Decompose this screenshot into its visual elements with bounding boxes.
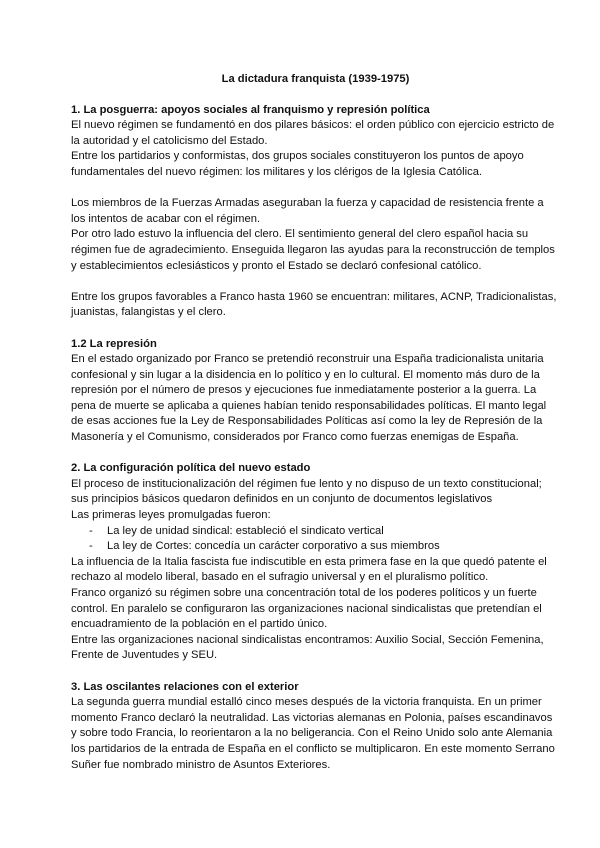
paragraph: Entre los grupos favorables a Franco hasta 1960 se encuentran: militares, ACNP, Tradicionalistas, juanistas, falangistas y el clero. bbox=[71, 290, 557, 319]
paragraph: Las primeras leyes promulgadas fueron: bbox=[71, 509, 271, 522]
section-heading: 1. La posguerra: apoyos sociales al franquismo y represión política bbox=[71, 103, 430, 116]
section-heading: 3. Las oscilantes relaciones con el exterior bbox=[71, 680, 299, 693]
paragraph: Los miembros de la Fuerzas Armadas aseguraban la fuerza y capacidad de resistencia frente a los intentos de acabar con el régimen. bbox=[71, 197, 544, 225]
blank-line bbox=[71, 664, 560, 680]
laws-list bbox=[71, 524, 560, 555]
blank-line bbox=[71, 321, 560, 337]
paragraph: Franco organizó su régimen sobre una concentración total de los poderes políticos y un fuerte control. En paralelo se configuraron las organizaciones nacional sindicalistas que pretendían el encuadramiento de la población en el partido único. bbox=[71, 587, 542, 631]
paragraph: El nuevo régimen se fundamentó en dos pilares básicos: el orden público con ejercicio estricto de la autoridad y el catolicismo del Estado. bbox=[71, 119, 555, 147]
blank-line bbox=[71, 446, 560, 462]
paragraph: En el estado organizado por Franco se pretendió reconstruir una España tradicionalista unitaria confesional y sin lugar a la disidencia en lo político y en lo cultural. El momento más duro de la represión por el número de presos y ejecuciones fue inmediatamente posterior a la guerra. La pena de muerte se aplicaba a quienes habían tenido responsabilidades políticas. El manto legal de esas acciones fue la Ley de Responsabilidades Políticas así como la ley de Represión de la Masonería y el Comunismo, considerados por Franco como fuerzas enemigas de España. bbox=[71, 353, 547, 444]
paragraph: Entre las organizaciones nacional sindicalistas encontramos: Auxilio Social, Sección Femenina, Frente de Juventudes y SEU. bbox=[71, 633, 544, 662]
section-represion bbox=[71, 337, 560, 462]
paragraph: El proceso de institucionalización del régimen fue lento y no dispuso de un texto constitucional; sus principios básicos quedaron definidos en un conjunto de documentos legislativos bbox=[71, 477, 542, 506]
list-item: - La ley de unidad sindical: estableció el sindicato vertical bbox=[89, 524, 560, 540]
paragraph: Entre los partidarios y conformistas, dos grupos sociales constituyeron los puntos de apoyo fundamentales del nuevo régimen: los militares y los clérigos de la Iglesia Católica. bbox=[71, 150, 524, 178]
document-title: La dictadura franquista (1939-1975) bbox=[221, 73, 410, 85]
paragraph: La segunda guerra mundial estalló cinco meses después de la victoria franquista. En un primer momento Franco declaró la neutralidad. Las victorias alemanas en Polonia, países escandinavos y sobre todo Francia, lo reorientaron a la no beligerancia. Con el Reino Unido solo ante Alemania los partidarios de la entrada de España en el conflicto se multiplicaron. En este momento Serrano Suñer fue nombrado ministro de Asuntos Exteriores. bbox=[71, 696, 555, 771]
section-configuracion bbox=[71, 461, 560, 679]
section-heading: 1.2 La represión bbox=[71, 337, 157, 350]
paragraph: La influencia de la Italia fascista fue indiscutible en esta primera fase en la que quedó patente el rechazo al modelo liberal, basado en el sufragio universal y en el pluralismo político. bbox=[71, 555, 547, 584]
paragraph: Por otro lado estuvo la influencia del clero. El sentimiento general del clero español hacia su régimen fue de agradecimiento. Enseguida llegaron las ayudas para la reconstrucción de templos y establecimientos eclesiásticos y pronto el Estado se declaró confesional católico. bbox=[71, 228, 555, 272]
section-exterior bbox=[71, 680, 560, 774]
section-heading: 2. La configuración política del nuevo estado bbox=[71, 462, 311, 475]
list-item: - La ley de Cortes: concedía un carácter corporativo a sus miembros bbox=[89, 539, 560, 555]
blank-line bbox=[71, 274, 560, 290]
section-posguerra bbox=[71, 103, 560, 337]
blank-line bbox=[71, 181, 560, 197]
